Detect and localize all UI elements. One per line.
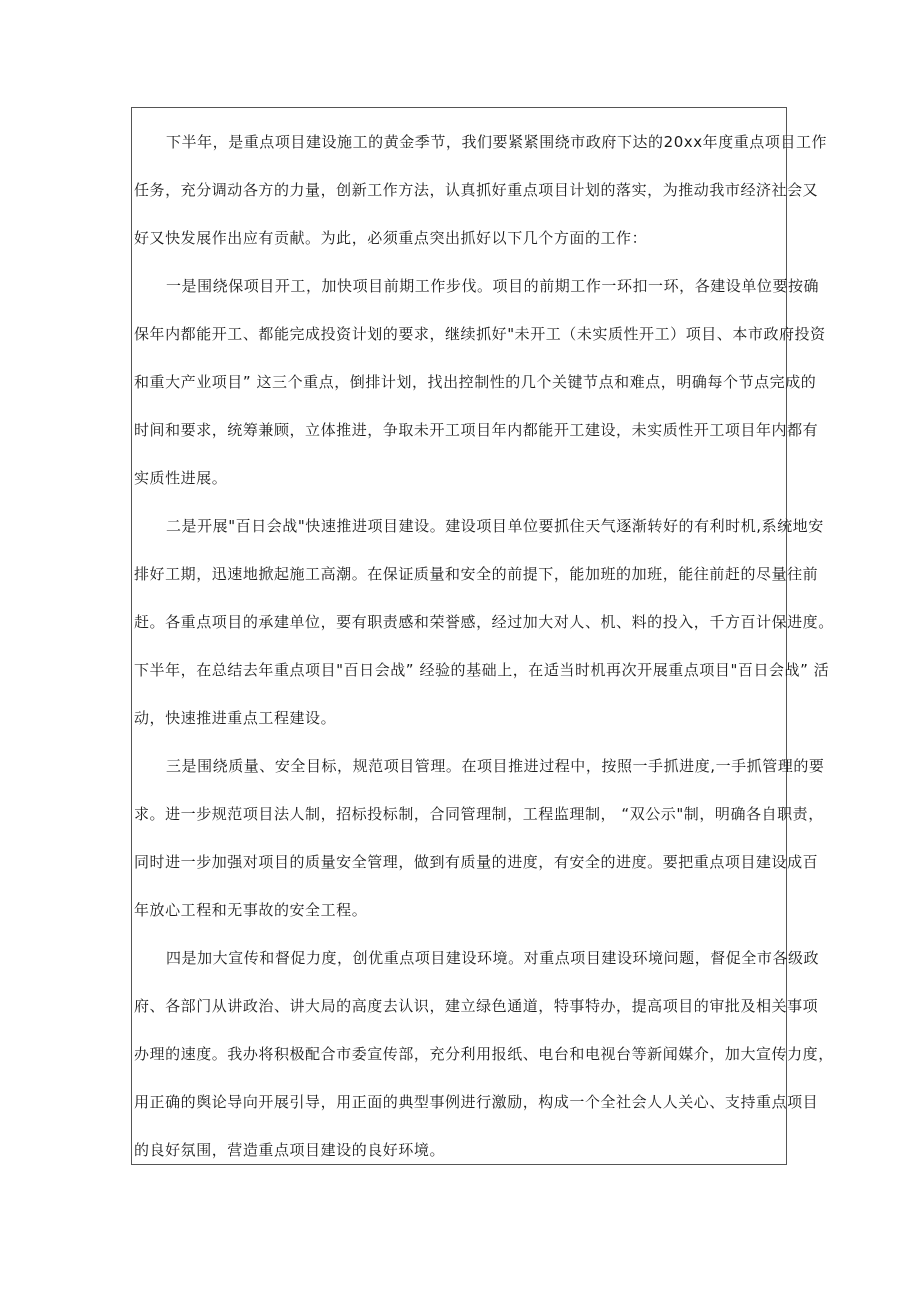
text-line: 年放心工程和无事故的安全工程。 [134,901,368,919]
text-line: 同时进一步加强对项目的质量安全管理，做到有质量的进度，有安全的进度。要把重点项目建设成百 [134,853,819,871]
text-line: 三是围绕质量、安全目标，规范项目管理。在项目推进过程中，按照一手抓进度,一手抓管理的要 [166,757,825,775]
text-line: 求。进一步规范项目法人制，招标投标制，合同管理制，工程监理制， “双公示"制，明确各自职责， [134,805,824,823]
text-line: 保年内都能开工、都能完成投资计划的要求，继续抓好"未开工（未实质性开工）项目、本市政府投资 [134,325,826,343]
paragraph-item-two [134,502,834,742]
text-line: 用正确的舆论导向开展引导，用正面的典型事例进行激励，构成一个全社会人人关心、支持重点项目 [134,1093,819,1111]
paragraph-item-three [134,742,825,934]
text-line: 好又快发展作出应有贡献。为此，必须重点突出抓好以下几个方面的工作： [134,229,648,247]
text-line: 的良好氛围，营造重点项目建设的良好环境。 [134,1141,446,1159]
text-line: 动，快速推进重点工程建设。 [134,709,337,727]
text-line: 府、各部门从讲政治、讲大局的高度去认识，建立绿色通道，特事特办，提高项目的审批及相关事项 [134,997,819,1015]
text-line: 实质性进展。 [134,469,228,487]
text-line: 和重大产业项目” 这三个重点，倒排计划，找出控制性的几个关键节点和难点，明确每个节点完成的 [134,373,817,391]
document-body [134,118,834,1174]
text-line: 下半年，是重点项目建设施工的黄金季节，我们要紧紧围绕市政府下达的20xx年度重点项目工作 [166,133,828,151]
text-line: 二是开展"百日会战"快速推进项目建设。建设项目单位要抓住天气逐渐转好的有利时机,系统地安 [166,517,824,535]
text-line: 四是加大宣传和督促力度，创优重点项目建设环境。对重点项目建设环境问题，督促全市各级政 [166,949,820,967]
text-line: 办理的速度。我办将积极配合市委宣传部，充分利用报纸、电台和电视台等新闻媒介，加大宣传力度， [134,1045,834,1063]
paragraph-intro [134,118,828,262]
text-line: 时间和要求，统筹兼顾，立体推进，争取未开工项目年内都能开工建设，未实质性开工项目年内都有 [134,421,819,439]
text-line: 下半年，在总结去年重点项目"百日会战” 经验的基础上，在适当时机再次开展重点项目"百日会战” 活 [134,661,830,679]
text-line: 任务，充分调动各方的力量，创新工作方法，认真抓好重点项目计划的落实，为推动我市经济社会又 [134,181,819,199]
paragraph-item-one [134,262,826,502]
text-line: 赶。各重点项目的承建单位，要有职责感和荣誉感，经过加大对人、机、料的投入，千方百计保进度。 [134,613,834,631]
text-line: 一是围绕保项目开工，加快项目前期工作步伐。项目的前期工作一环扣一环，各建设单位要按确 [166,277,820,295]
text-line: 排好工期，迅速地掀起施工高潮。在保证质量和安全的前提下，能加班的加班，能往前赶的尽量往前 [134,565,819,583]
paragraph-item-four [134,934,834,1174]
